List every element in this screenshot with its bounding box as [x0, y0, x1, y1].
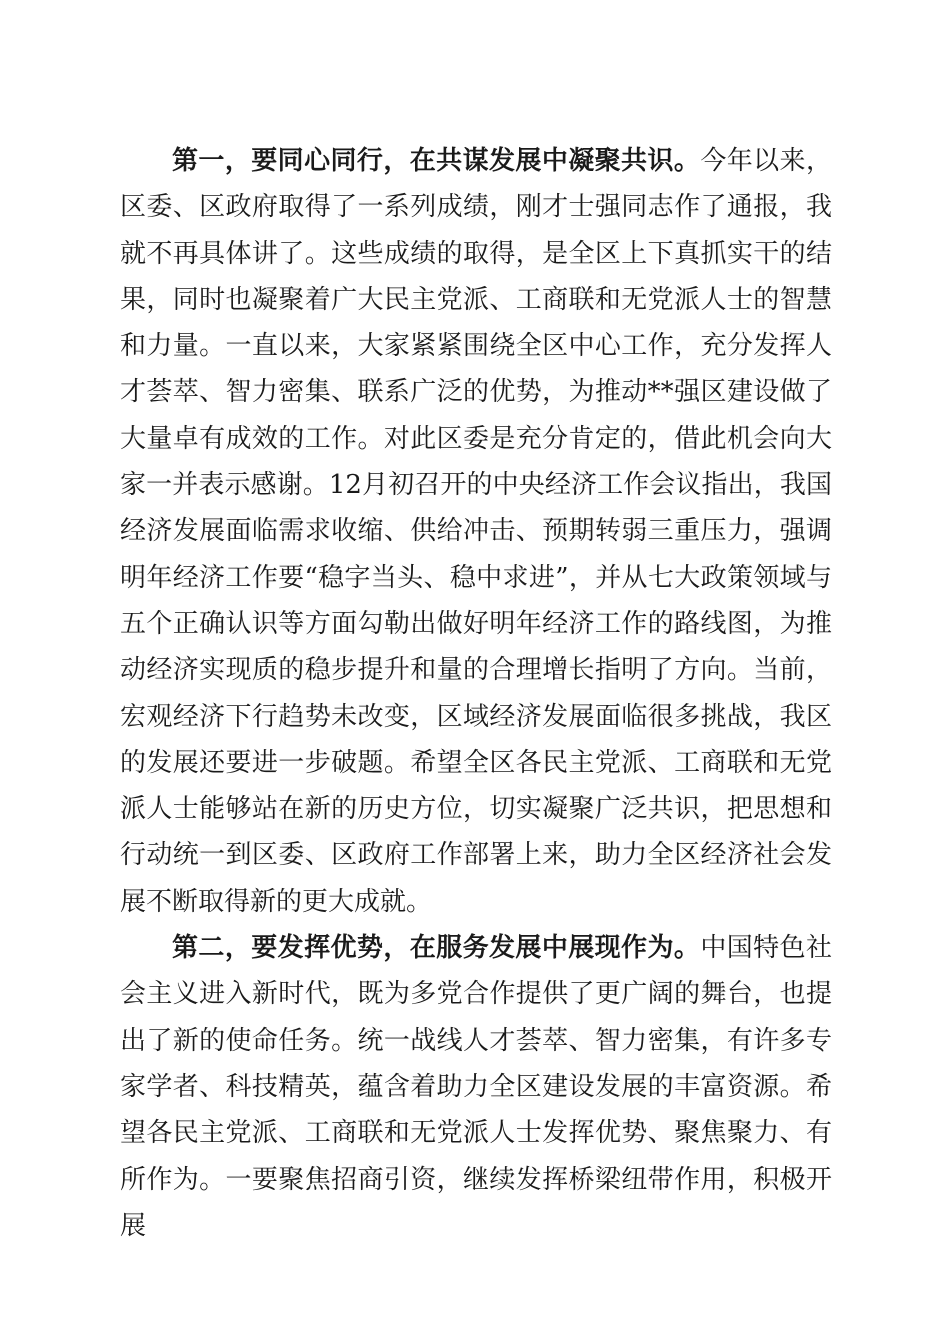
paragraph-body-first: 今年以来，区委、区政府取得了一系列成绩，刚才士强同志作了通报，我就不再具体讲了。这些成绩的取得，是全区上下真抓实干的结果，同时也凝聚着广大民主党派、工商联和无党派人士的智慧和力量。一直以来，大家紧紧围绕全区中心工作，充分发挥人才荟萃、智力密集、联系广泛的优势，为推动**强区建设做了大量卓有成效的工作。对此区委是充分肯定的，借此机会向大家一并表示感谢。12月初召开的中央经济工作会议指出，我国经济发展面临需求收缩、供给冲击、预期转弱三重压力，强调明年经济工作要“稳字当头、稳中求进”，并从七大政策领域与五个正确认识等方面勾勒出做好明年经济工作的路线图，为推动经济实现质的稳步提升和量的合理增长指明了方向。当前，宏观经济下行趋势未改变，区域经济发展面临很多挑战，我区的发展还要进一步破题。希望全区各民主党派、工商联和无党派人士能够站在新的历史方位，切实凝聚广泛共识，把思想和行动统一到区委、区政府工作部署上来，助力全区经济社会发展不断取得新的更大成就。 [120, 146, 832, 917]
document-body [120, 138, 832, 1249]
paragraph-heading-second: 第二，要发挥优势，在服务发展中展现作为。 [172, 933, 701, 964]
paragraph-heading-first: 第一，要同心同行，在共谋发展中凝聚共识。 [172, 146, 701, 176]
paragraph-body-second: 中国特色社会主义进入新时代，既为多党合作提供了更广阔的舞台，也提出了新的使命任务。统一战线人才荟萃、智力密集，有许多专家学者、科技精英，蕴含着助力全区建设发展的丰富资源。希望各民主党派、工商联和无党派人士发挥优势、聚焦聚力、有所作为。一要聚焦招商引资，继续发挥桥梁纽带作用，积极开展 [120, 933, 832, 1241]
paragraph-second [120, 925, 832, 1249]
paragraph-first [120, 138, 832, 925]
